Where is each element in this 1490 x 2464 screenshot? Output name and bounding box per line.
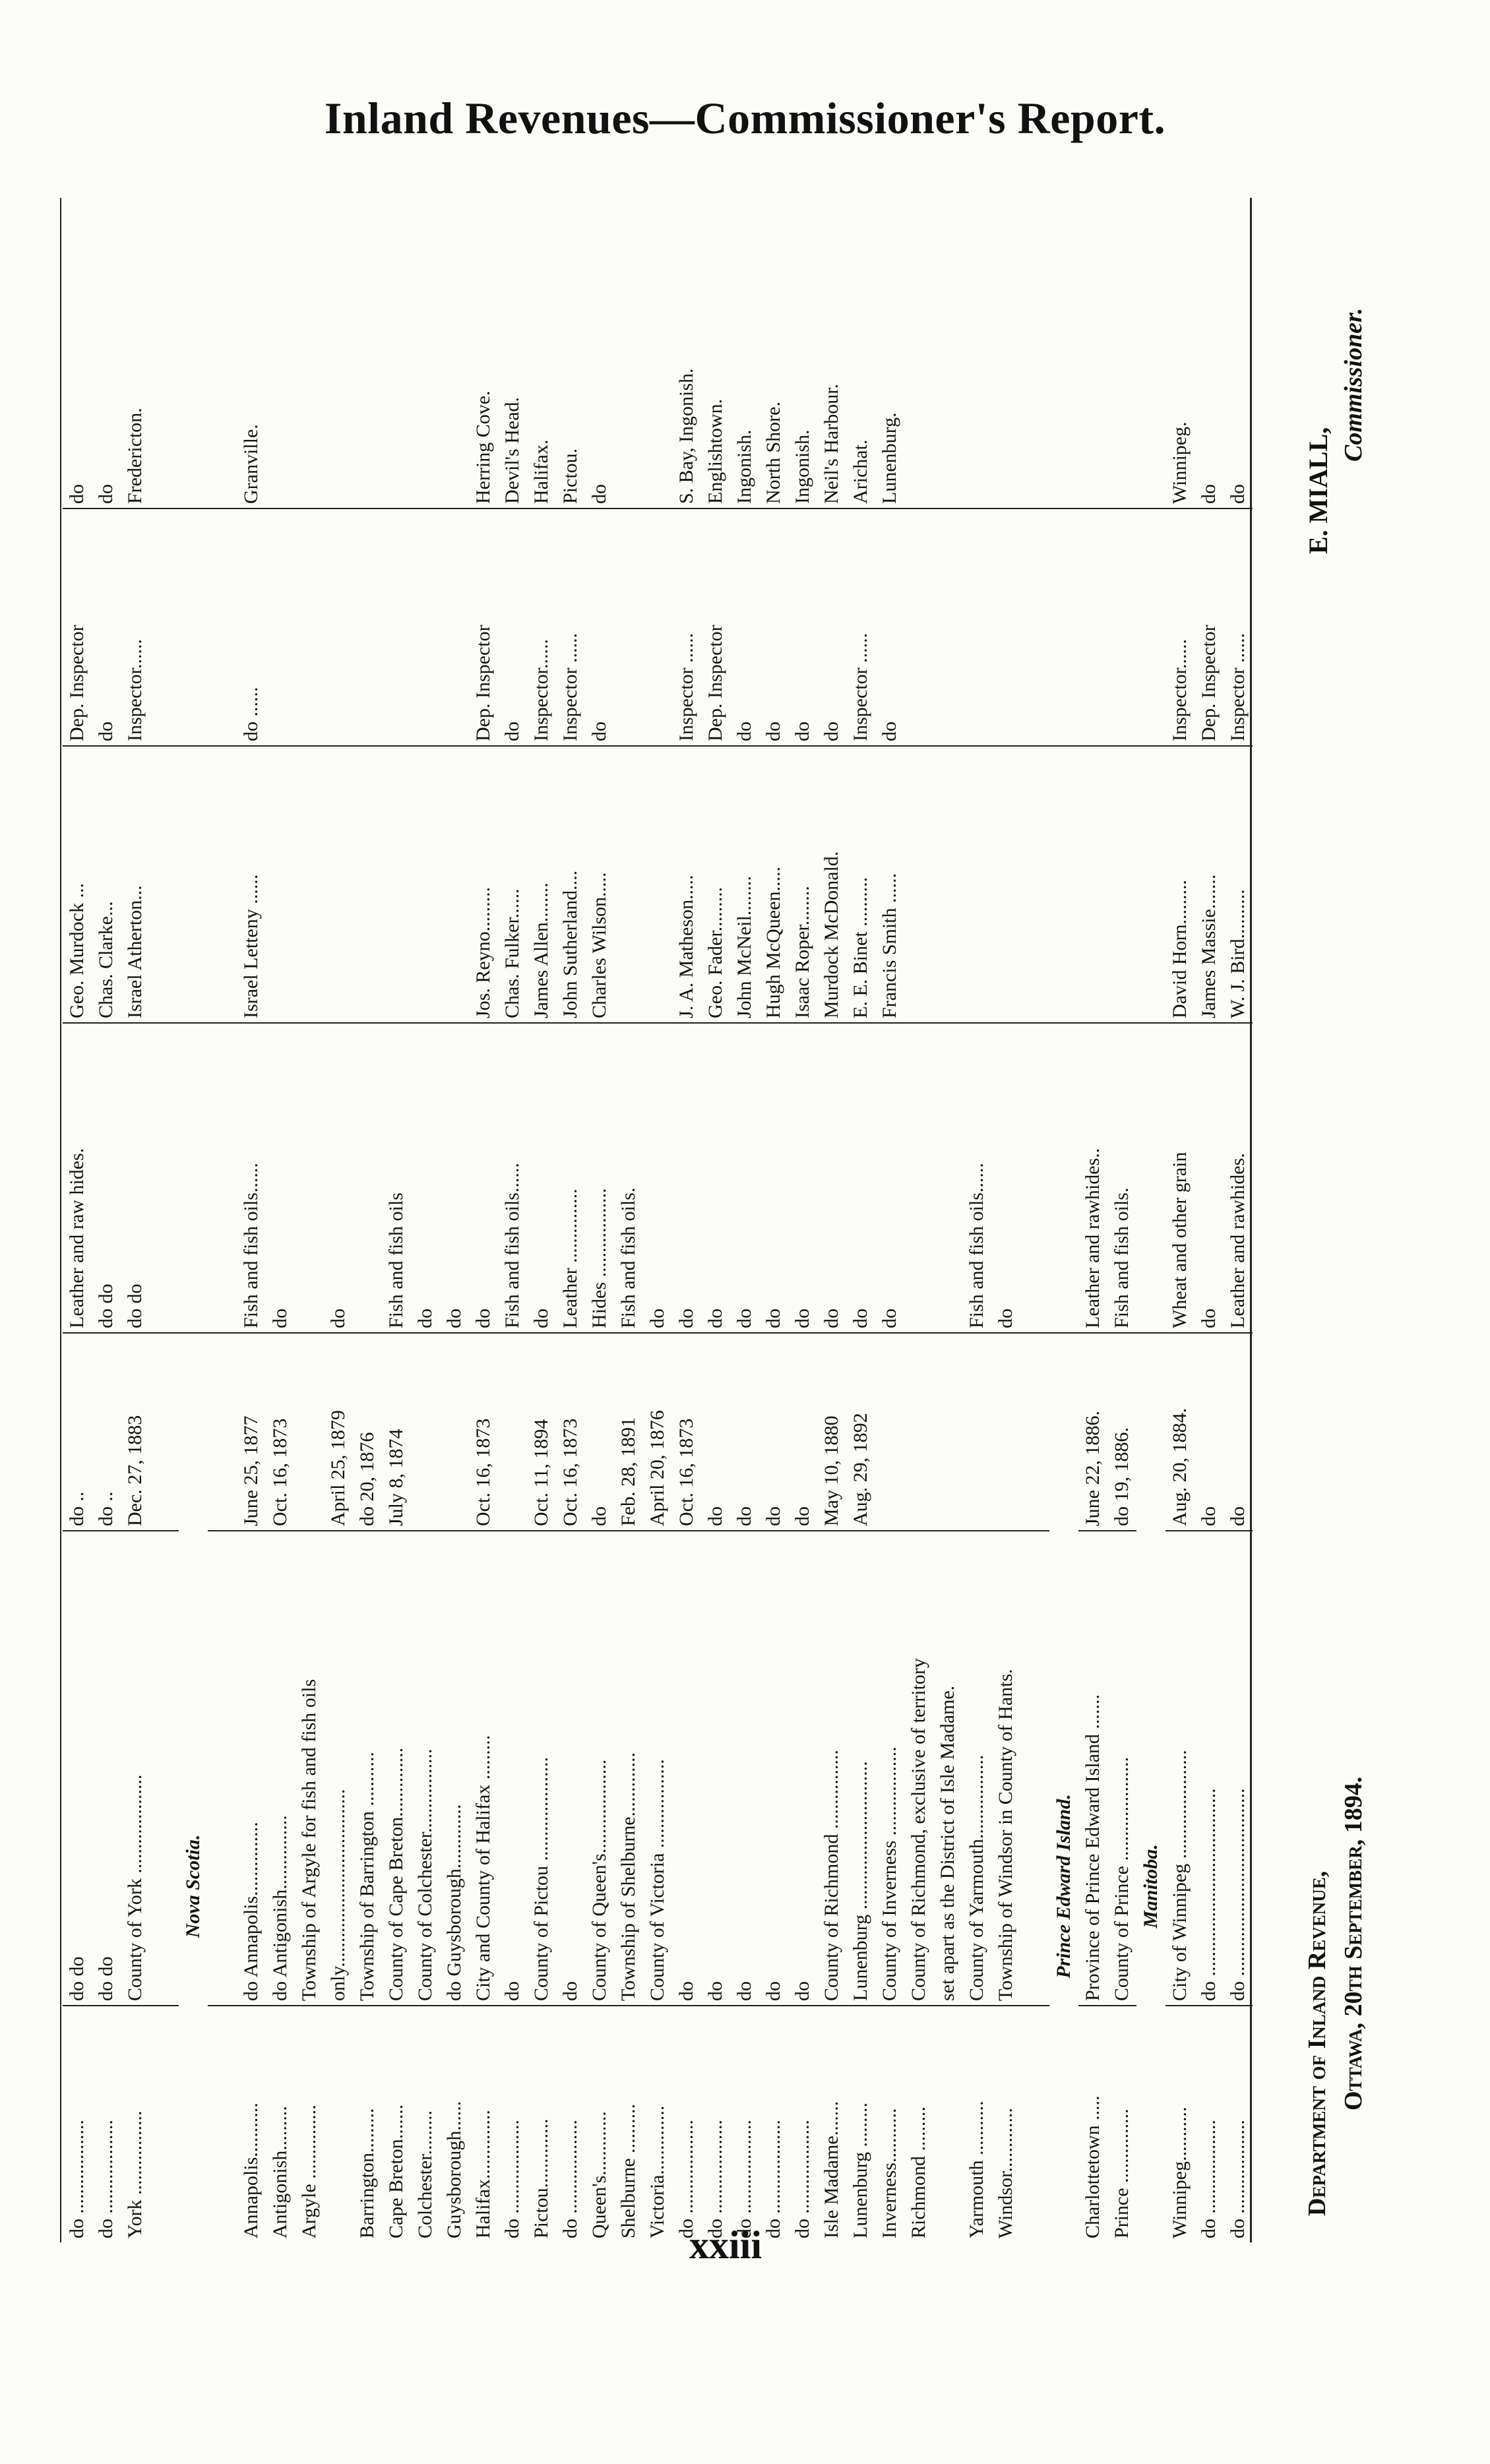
table-cell: [1049, 198, 1078, 508]
table-cell: do Guysborough.............: [440, 1530, 469, 2005]
table-cell: [933, 508, 962, 745]
table-cell: W. J. Bird..........: [1224, 745, 1253, 1022]
table-cell: do: [498, 1530, 527, 2005]
table-cell: Inspector ......: [672, 508, 701, 745]
table-cell: do ...................: [498, 2005, 527, 2242]
table-cell: Argyle ...............: [295, 2005, 324, 2242]
table-cell: [411, 1332, 440, 1530]
table-cell: [440, 198, 469, 508]
table-cell: do: [672, 1530, 701, 2005]
table-cell: do: [1227, 484, 1249, 504]
table-cell: do Annapolis...............: [237, 1530, 266, 2005]
table-cell: Inspector ......: [556, 508, 585, 745]
table-cell: Shelburne ..........: [614, 2005, 643, 2242]
table-cell: April 25, 1879: [324, 1332, 353, 1530]
table-cell: do: [556, 1530, 585, 2005]
table-cell: Fish and fish oils......: [498, 1022, 527, 1332]
table-cell: only....................................: [324, 1530, 353, 2005]
table-cell: [1136, 1332, 1165, 1530]
table-cell: Aug. 20, 1884.: [1165, 1332, 1195, 1530]
table-cell: [295, 508, 324, 745]
table-cell: do: [701, 1022, 730, 1332]
table-cell: do: [527, 1022, 556, 1332]
table-cell: [353, 745, 382, 1022]
table-cell: E. E. Binet ..........: [846, 745, 875, 1022]
table-cell: Inspector ......: [1224, 508, 1253, 745]
table-cell: Victoria..............: [643, 2005, 672, 2242]
table-cell: [266, 508, 295, 745]
table-cell: do: [588, 484, 610, 504]
table-cell: do ......................................: [1224, 1530, 1253, 2005]
table-cell: [933, 1332, 962, 1530]
table-cell: [150, 198, 179, 508]
table-cell: [962, 198, 991, 508]
table-cell: Dec. 27, 1883: [121, 1332, 150, 1530]
table-cell: Inspector......: [121, 508, 150, 745]
table-cell: Leather ...............: [556, 1022, 585, 1332]
table-cell: [1107, 508, 1136, 745]
table-cell: do 19, 1886.: [1107, 1332, 1136, 1530]
table-cell: Ingonish.: [733, 429, 755, 504]
table-cell: [962, 1332, 991, 1530]
table-cell: Chas. Fulker......: [498, 745, 527, 1022]
table-cell: [904, 1022, 933, 1332]
table-cell: [643, 508, 672, 745]
table-cell: do: [759, 508, 788, 745]
table-cell: Oct. 16, 1873: [556, 1332, 585, 1530]
table-cell: do: [730, 1332, 759, 1530]
table-cell: [440, 508, 469, 745]
table-cell: Richmond .........: [904, 2005, 933, 2242]
table-cell: do: [991, 1022, 1020, 1332]
table-cell: do: [817, 1022, 846, 1332]
table-cell: [295, 198, 324, 508]
table-cell: Dep. Inspector: [701, 508, 730, 745]
table-cell: Devil's Head.: [501, 396, 523, 504]
table-cell: do: [788, 1530, 817, 2005]
table-cell: [875, 1332, 904, 1530]
table-cell: Oct. 11, 1894: [527, 1332, 556, 1530]
table-cell: do: [672, 1022, 701, 1332]
table-cell: Guysborough......: [440, 2005, 469, 2242]
table-cell: [150, 1530, 179, 2005]
table-cell: do: [701, 1332, 730, 1530]
table-cell: do: [846, 1022, 875, 1332]
table-cell: [1020, 198, 1049, 508]
table-cell: Inspector......: [527, 508, 556, 745]
table-cell: [614, 198, 643, 508]
table-cell: [1020, 2005, 1049, 2242]
table-cell: Township of Windsor in County of Hants.: [991, 1530, 1020, 2005]
table-cell: do: [1195, 1332, 1224, 1530]
table-cell: do: [759, 1530, 788, 2005]
table-cell: Ingonish.: [792, 429, 813, 504]
table-cell: [411, 508, 440, 745]
table-cell: [208, 2005, 237, 2242]
table-cell: do ...................: [672, 2005, 701, 2242]
table-cell: Inverness...........: [875, 2005, 904, 2242]
table-cell: Fish and fish oils......: [237, 1022, 266, 1332]
table-cell: [208, 1530, 237, 2005]
table-cell: Arichat.: [850, 439, 871, 504]
table-cell: Hugh McQueen.....: [759, 745, 788, 1022]
table-cell: [440, 1332, 469, 1530]
table-cell: Herring Cove.: [472, 390, 494, 504]
table-cell: do: [1198, 484, 1220, 504]
table-cell: Oct. 16, 1873: [672, 1332, 701, 1530]
table-cell: Leather and raw hides.: [63, 1022, 92, 1332]
table-cell: [1107, 198, 1136, 508]
table-cell: Fish and fish oils.: [1107, 1022, 1136, 1332]
table-cell: [933, 1022, 962, 1332]
table-cell: [179, 508, 208, 745]
table-cell: do: [875, 1022, 904, 1332]
table-cell: [150, 2005, 179, 2242]
table-cell: [1020, 1022, 1049, 1332]
table-cell: do ......: [237, 508, 266, 745]
table-cell: do ...................: [759, 2005, 788, 2242]
table-cell: do: [643, 1022, 672, 1332]
section-heading: Prince Edward Island.: [1053, 1794, 1074, 1979]
table-cell: [1049, 745, 1078, 1022]
table-cell: County of Yarmouth.................: [962, 1530, 991, 2005]
table-cell: do: [66, 484, 88, 504]
table-cell: Dep. Inspector: [63, 508, 92, 745]
table-cell: Granville.: [240, 424, 262, 504]
table-cell: Feb. 28, 1891: [614, 1332, 643, 1530]
table-cell: do: [324, 1022, 353, 1332]
table-cell: [295, 1332, 324, 1530]
table-cell: do 20, 1876: [353, 1332, 382, 1530]
signatory-title: Commissioner.: [1340, 307, 1367, 462]
table-cell: Halifax.: [530, 439, 552, 504]
table-cell: [933, 745, 962, 1022]
table-cell: Israel Atherton...: [121, 745, 150, 1022]
table-cell: do ...................: [1195, 2005, 1224, 2242]
table-cell: County of Cape Breton..............: [382, 1530, 411, 2005]
table-cell: [962, 745, 991, 1022]
table-cell: [440, 745, 469, 1022]
table-cell: Township of Argyle for fish and fish oils: [295, 1530, 324, 2005]
table-cell: S. Bay, Ingonish.: [675, 368, 697, 504]
table-cell: Dep. Inspector: [1195, 508, 1224, 745]
table-cell: [991, 198, 1020, 508]
table-cell: [150, 1332, 179, 1530]
table-cell: [904, 198, 933, 508]
table-cell: [353, 508, 382, 745]
table-cell: Englishtown.: [704, 398, 726, 504]
table-cell: David Horn.........: [1165, 745, 1195, 1022]
table-cell: [904, 508, 933, 745]
table-cell: do do: [92, 1022, 121, 1332]
table-cell: do: [788, 508, 817, 745]
table-cell: do ......................................: [1195, 1530, 1224, 2005]
table-cell: do do: [92, 1530, 121, 2005]
table-cell: John McNeil........: [730, 745, 759, 1022]
table-cell: Colchester.........: [411, 2005, 440, 2242]
table-cell: Township of Barrington ...........: [353, 1530, 382, 2005]
section-heading: Manitoba.: [1140, 1844, 1162, 1928]
table-cell: do: [585, 508, 614, 745]
table-cell: Fredericton.: [124, 408, 146, 504]
table-cell: [179, 198, 208, 508]
table-cell: Windsor.............: [991, 2005, 1020, 2242]
table-cell: Cape Breton.......: [382, 2005, 411, 2242]
table-cell: North Shore.: [762, 402, 784, 504]
table-cell: County of York ....................: [121, 1530, 150, 2005]
table-cell: County of Richmond, exclusive of territory: [904, 1530, 933, 2005]
table-cell: [1020, 745, 1049, 1022]
table-cell: [1049, 1022, 1078, 1332]
table-cell: County of Queen's...................: [585, 1530, 614, 2005]
table-cell: do: [585, 1332, 614, 1530]
table-cell: Leather and rawhides.: [1224, 1022, 1253, 1332]
table-cell: Hides ..................: [585, 1022, 614, 1332]
table-cell: Dep. Inspector: [469, 508, 498, 745]
table-cell: June 25, 1877: [237, 1332, 266, 1530]
table-cell: do: [92, 508, 121, 745]
signatory-name: E. MIALL,: [1303, 427, 1333, 554]
table-cell: [179, 1022, 208, 1332]
table-cell: [382, 745, 411, 1022]
table-cell: Province of Prince Edward Island .......: [1078, 1530, 1107, 2005]
table-cell: [1136, 198, 1165, 508]
table-cell: Jos. Reyno.........: [469, 745, 498, 1022]
table-cell: do ...................: [730, 2005, 759, 2242]
table-cell: Isle Madame.......: [817, 2005, 846, 2242]
table-cell: [411, 745, 440, 1022]
table-cell: [179, 1332, 208, 1530]
table-cell: County of Richmond ................: [817, 1530, 846, 2005]
table-cell: do: [95, 484, 117, 504]
table-cell: do: [817, 508, 846, 745]
table-cell: [991, 745, 1020, 1022]
table-cell: [150, 1022, 179, 1332]
table-cell: Chas. Clarke...: [92, 745, 121, 1022]
table-cell: Lunenburg.: [879, 412, 900, 504]
table-cell: Aug. 29, 1892: [846, 1332, 875, 1530]
table-cell: do Antigonish...............: [266, 1530, 295, 2005]
report-date: Ottawa, 20th September, 1894.: [1340, 1776, 1367, 2110]
table-top-rule: [60, 198, 61, 2242]
table-cell: Leather and rawhides..: [1078, 1022, 1107, 1332]
table-cell: [614, 508, 643, 745]
table-cell: [295, 1022, 324, 1332]
table-cell: do ...................: [788, 2005, 817, 2242]
table-cell: Yarmouth ...........: [962, 2005, 991, 2242]
table-cell: do do: [121, 1022, 150, 1332]
table-cell: [208, 1332, 237, 1530]
table-cell: do: [1224, 1332, 1253, 1530]
table-cell: do: [759, 1022, 788, 1332]
table-cell: do: [266, 1022, 295, 1332]
table-cell: Queen's.............: [585, 2005, 614, 2242]
table-cell: do ..: [92, 1332, 121, 1530]
table-cell: May 10, 1880: [817, 1332, 846, 1530]
table-cell: [1049, 1332, 1078, 1530]
table-cell: do ...................: [92, 2005, 121, 2242]
page-title: Inland Revenues—Commissioner's Report.: [324, 93, 1166, 143]
table-cell: [324, 745, 353, 1022]
table-cell: Antigonish.........: [266, 2005, 295, 2242]
table-cell: do: [469, 1022, 498, 1332]
table-cell: do ...................: [556, 2005, 585, 2242]
table-cell: do: [730, 508, 759, 745]
table-cell: [614, 745, 643, 1022]
table-cell: Israel Letteny ......: [237, 745, 266, 1022]
table-cell: [382, 508, 411, 745]
table-cell: do ...................: [63, 2005, 92, 2242]
table-cell: Fish and fish oils: [382, 1022, 411, 1332]
table-cell: do: [788, 1022, 817, 1332]
table-cell: John Sutherland....: [556, 745, 585, 1022]
table-cell: [266, 745, 295, 1022]
table-cell: do: [759, 1332, 788, 1530]
table-cell: James Massie.......: [1195, 745, 1224, 1022]
table-cell: [1020, 1530, 1049, 2005]
table-cell: [1020, 508, 1049, 745]
table-cell: Isaac Roper........: [788, 745, 817, 1022]
table-cell: Charles Wilson.....: [585, 745, 614, 1022]
table-cell: [991, 508, 1020, 745]
table-cell: do ...................: [1224, 2005, 1253, 2242]
table-cell: [382, 198, 411, 508]
table-cell: Halifax..............: [469, 2005, 498, 2242]
table-bottom-rule: [1250, 198, 1252, 2242]
table-cell: [1078, 745, 1107, 1022]
table-cell: Geo. Fader.........: [701, 745, 730, 1022]
department-name: Department of Inland Revenue,: [1303, 1870, 1331, 2216]
table-cell: Winnipeg.: [1169, 421, 1191, 504]
table-cell: Barrington.........: [353, 2005, 382, 2242]
revenue-table: [63, 198, 1276, 2242]
table-cell: [179, 745, 208, 1022]
table-cell: [411, 198, 440, 508]
table-cell: do: [411, 1022, 440, 1332]
table-cell: do ...................: [701, 2005, 730, 2242]
table-cell: Wheat and other grain: [1165, 1022, 1195, 1332]
table-cell: Fish and fish oils.: [614, 1022, 643, 1332]
table-cell: [1136, 1022, 1165, 1332]
table-cell: [1078, 508, 1107, 745]
table-cell: Inspector......: [1165, 508, 1195, 745]
table-cell: Lunenburg .........: [846, 2005, 875, 2242]
table-cell: County of Prince .....................: [1107, 1530, 1136, 2005]
table-cell: [324, 508, 353, 745]
table-cell: [295, 745, 324, 1022]
table-cell: [208, 198, 237, 508]
table-cell: [1078, 198, 1107, 508]
table-cell: do: [730, 1022, 759, 1332]
table-cell: Murdock McDonald.: [817, 745, 846, 1022]
table-cell: [353, 198, 382, 508]
table-cell: do do: [63, 1530, 92, 2005]
table-cell: [208, 508, 237, 745]
table-cell: City of Winnipeg ......................: [1165, 1530, 1195, 2005]
table-cell: County of Colchester.................: [411, 1530, 440, 2005]
table-cell: do: [1195, 1022, 1224, 1332]
table-cell: [1136, 745, 1165, 1022]
table-cell: [208, 1022, 237, 1332]
table-cell: [991, 1332, 1020, 1530]
table-cell: [933, 2005, 962, 2242]
table-cell: County of Inverness ..................: [875, 1530, 904, 2005]
table-cell: do: [498, 508, 527, 745]
table-cell: J. A. Matheson.....: [672, 745, 701, 1022]
table-cell: Francis Smith ......: [875, 745, 904, 1022]
table-cell: June 22, 1886.: [1078, 1332, 1107, 1530]
table-cell: [208, 745, 237, 1022]
table-cell: July 8, 1874: [382, 1332, 411, 1530]
table-cell: Township of Shelburne.............: [614, 1530, 643, 2005]
table-cell: [904, 1332, 933, 1530]
table-cell: [643, 745, 672, 1022]
table-cell: set apart as the District of Isle Madame.: [933, 1530, 962, 2005]
table-cell: County of Victoria ..................: [643, 1530, 672, 2005]
table-cell: do: [788, 1332, 817, 1530]
table-cell: Pictou.: [559, 448, 581, 504]
table-cell: Lunenburg ..............................: [846, 1530, 875, 2005]
table-cell: [353, 1022, 382, 1332]
table-cell: do: [701, 1530, 730, 2005]
table-cell: Winnipeg...........: [1165, 2005, 1195, 2242]
table-cell: do: [440, 1022, 469, 1332]
table-cell: [643, 198, 672, 508]
table-cell: County of Pictou .....................: [527, 1530, 556, 2005]
table-cell: Geo. Murdock ...: [63, 745, 92, 1022]
table-cell: April 20, 1876: [643, 1332, 672, 1530]
table-cell: Fish and fish oils......: [962, 1022, 991, 1332]
table-cell: [904, 745, 933, 1022]
table-cell: Oct. 16, 1873: [469, 1332, 498, 1530]
table-cell: [498, 1332, 527, 1530]
table-cell: [324, 2005, 353, 2242]
table-cell: [1049, 508, 1078, 745]
table-cell: [324, 198, 353, 508]
table-cell: do: [875, 508, 904, 745]
table-cell: Pictou..............: [527, 2005, 556, 2242]
table-cell: [1107, 745, 1136, 1022]
table-cell: City and County of Halifax .........: [469, 1530, 498, 2005]
table-cell: Charlottetown .....: [1078, 2005, 1107, 2242]
table-cell: Prince ...............: [1107, 2005, 1136, 2242]
page-number: xxiii: [689, 2223, 762, 2267]
table-cell: Annapolis...........: [237, 2005, 266, 2242]
table-cell: Neil's Harbour.: [821, 383, 842, 504]
table-cell: [150, 745, 179, 1022]
table-cell: Oct. 16, 1873: [266, 1332, 295, 1530]
table-cell: [150, 508, 179, 745]
table-cell: [962, 508, 991, 745]
table-cell: York .................: [121, 2005, 150, 2242]
table-cell: Inspector ......: [846, 508, 875, 745]
section-heading: Nova Scotia.: [182, 1834, 204, 1938]
table-cell: do: [730, 1530, 759, 2005]
rotated-table: [63, 198, 1367, 2242]
table-cell: [1136, 508, 1165, 745]
table-cell: James Allen........: [527, 745, 556, 1022]
table-cell: do ..: [63, 1332, 92, 1530]
table-cell: [266, 198, 295, 508]
table-cell: [933, 198, 962, 508]
table-cell: [1020, 1332, 1049, 1530]
